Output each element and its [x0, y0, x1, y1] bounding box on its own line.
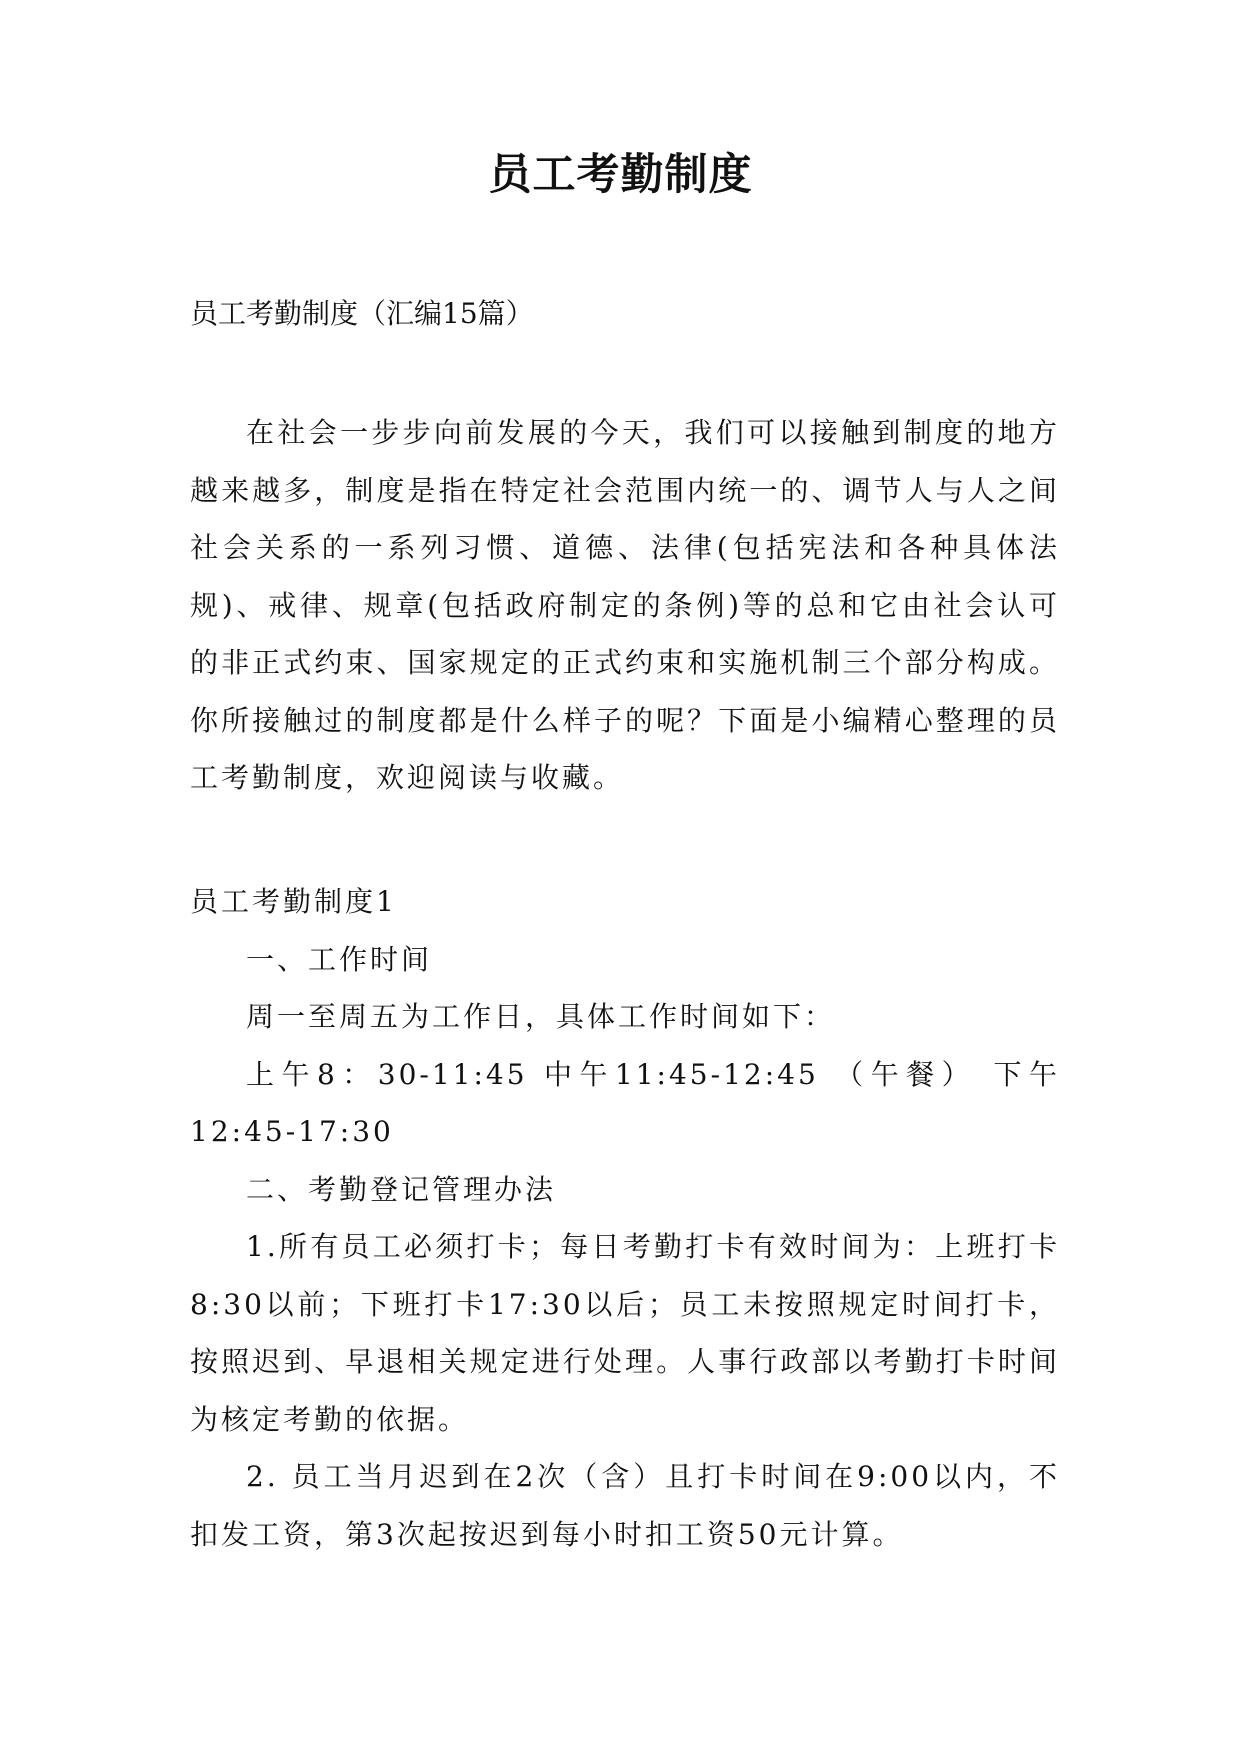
- section-heading: 员工考勤制度1: [190, 885, 397, 918]
- work-schedule-text: 上午8：30-11:45 中午11:45-12:45 （午餐） 下午12:45-17:30: [190, 1057, 1060, 1148]
- policy-section-1: [190, 873, 1060, 1563]
- part-heading-work-hours: 一、工作时间: [246, 942, 433, 976]
- intro-section: [190, 404, 1060, 807]
- document-subtitle: 员工考勤制度（汇编15篇）: [190, 297, 534, 330]
- attendance-rule-1: 1.所有员工必须打卡；每日考勤打卡有效时间为：上班打卡8:30以前；下班打卡17:30以后；员工未按照规定时间打卡，按照迟到、早退相关规定进行处理。人事行政部以考勤打卡时间为核定考勤的依据。: [190, 1230, 1060, 1436]
- attendance-rule-2: 2. 员工当月迟到在2次（含）且打卡时间在9:00以内，不扣发工资，第3次起按迟到每小时扣工资50元计算。: [190, 1460, 1060, 1551]
- part-heading-attendance: 二、考勤登记管理办法: [246, 1172, 557, 1206]
- document-title: 员工考勤制度: [488, 150, 753, 200]
- intro-paragraph: 在社会一步步向前发展的今天，我们可以接触到制度的地方越来越多，制度是指在特定社会范围内统一的、调节人与人之间社会关系的一系列习惯、道德、法律(包括宪法和各种具体法规)、戒律、规章(包括政府制定的条例)等的总和它由社会认可的非正式约束、国家规定的正式约束和实施机制三个部分构成。你所接触过的制度都是什么样子的呢？下面是小编精心整理的员工考勤制度，欢迎阅读与收藏。: [190, 416, 1060, 794]
- work-days-text: 周一至周五为工作日，具体工作时间如下：: [246, 1000, 836, 1033]
